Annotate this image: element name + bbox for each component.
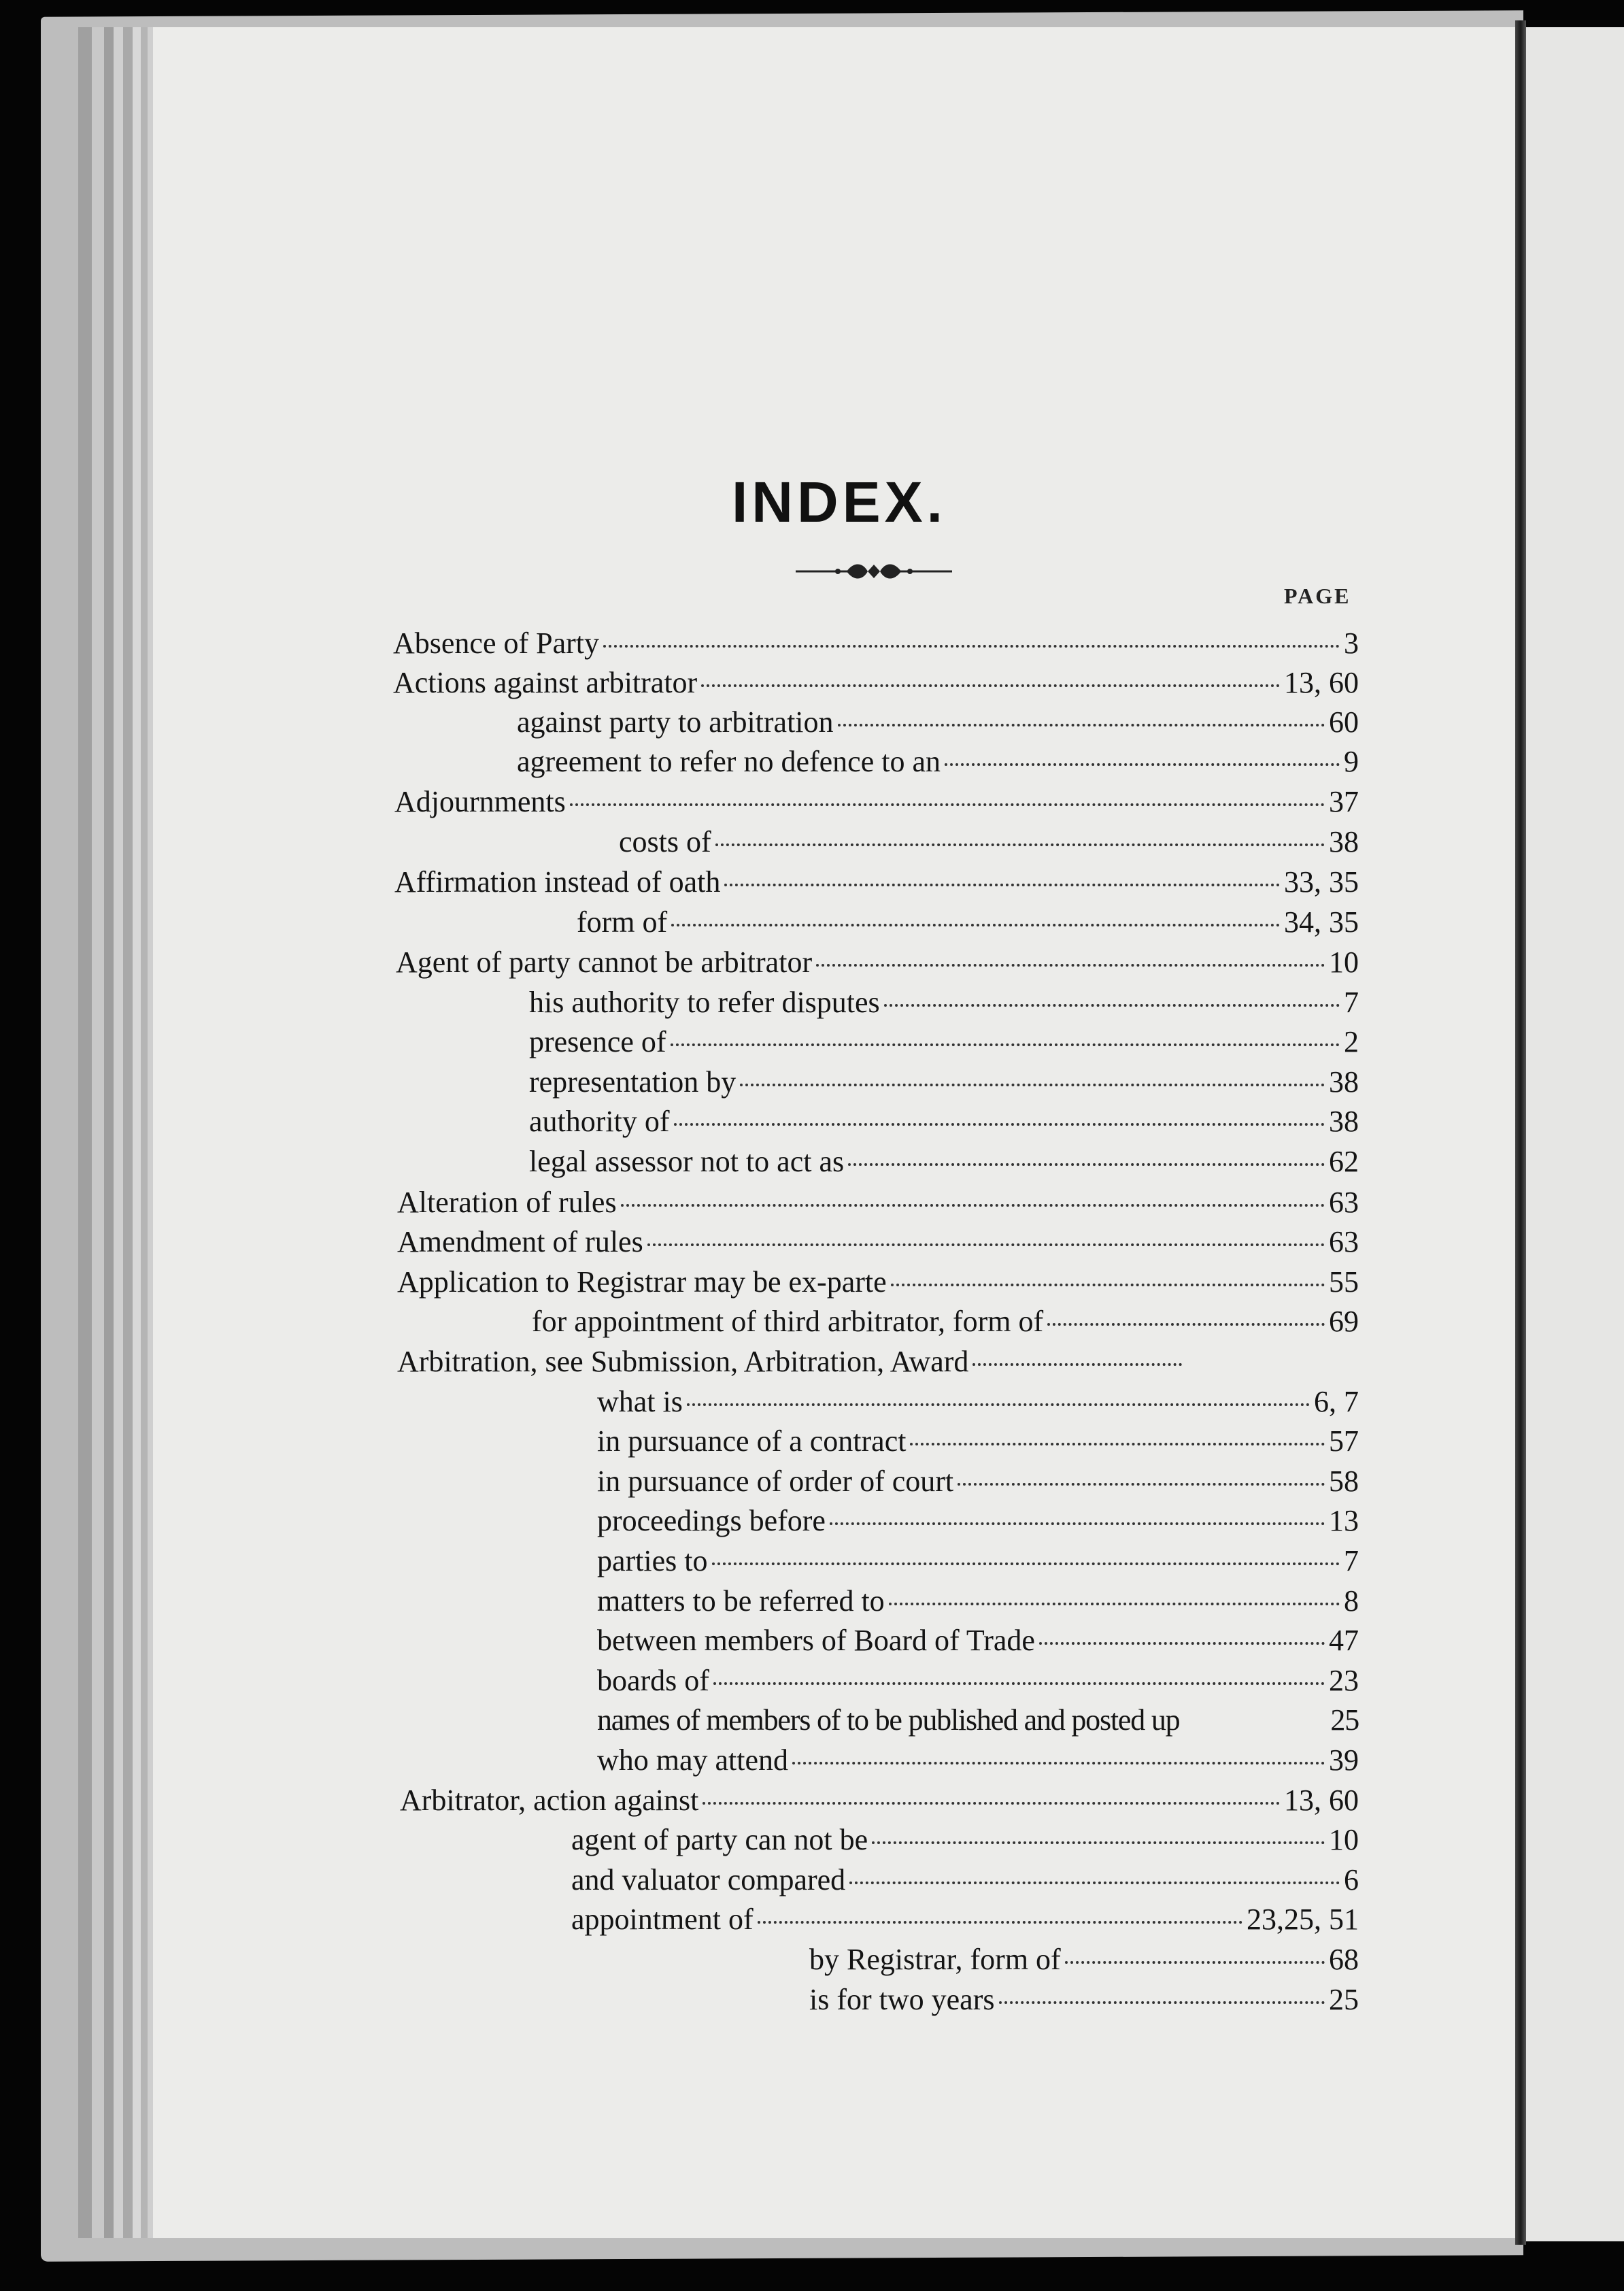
index-entry: proceedings before 13 bbox=[597, 1504, 1359, 1537]
index-entry: Arbitration, see Submission, Arbitration, Award bbox=[397, 1344, 1186, 1382]
index-entry: matters to be referred to 8 bbox=[597, 1584, 1359, 1618]
index-entry: what is 6, 7 bbox=[597, 1385, 1359, 1418]
index-entry: legal assessor not to act as 62 bbox=[529, 1145, 1359, 1178]
index-entry: parties to 7 bbox=[597, 1544, 1359, 1577]
page-column-header: PAGE bbox=[1284, 584, 1351, 608]
index-entry: his authority to refer disputes 7 bbox=[529, 986, 1359, 1019]
index-entry: for appointment of third arbitrator, form of 69 bbox=[532, 1305, 1359, 1338]
index-entry: boards of 23 bbox=[597, 1664, 1359, 1697]
index-entry: Amendment of rules 63 bbox=[397, 1225, 1359, 1258]
index-entry: appointment of 23,25, 51 bbox=[571, 1903, 1359, 1936]
index-entry: costs of 38 bbox=[619, 825, 1359, 858]
index-entry: agreement to refer no defence to an 9 bbox=[517, 745, 1359, 778]
index-entry: Absence of Party 3 bbox=[393, 626, 1359, 660]
page-title: INDEX. bbox=[731, 470, 947, 534]
index-entry: presence of 2 bbox=[529, 1025, 1359, 1058]
index-entry: by Registrar, form of 68 bbox=[809, 1943, 1359, 1976]
index-entry: Actions against arbitrator 13, 60 bbox=[393, 666, 1359, 699]
index-entry: between members of Board of Trade 47 bbox=[597, 1624, 1359, 1657]
index-entry: Alteration of rules 63 bbox=[397, 1186, 1359, 1219]
index-entry: Arbitrator, action against 13, 60 bbox=[400, 1784, 1359, 1817]
index-entry: and valuator compared 6 bbox=[571, 1863, 1359, 1896]
index-entry: who may attend 39 bbox=[597, 1743, 1359, 1777]
index-entry: names of members of to be published and posted up 25 bbox=[597, 1703, 1359, 1737]
index-entry: authority of 38 bbox=[529, 1105, 1359, 1138]
index-entry: Agent of party cannot be arbitrator 10 bbox=[396, 946, 1359, 979]
index-entry: against party to arbitration 60 bbox=[517, 705, 1359, 739]
index-entry: Affirmation instead of oath 33, 35 bbox=[394, 865, 1359, 899]
index-entry: in pursuance of order of court 58 bbox=[597, 1465, 1359, 1498]
index-entry: is for two years 25 bbox=[809, 1983, 1359, 2016]
facing-page-edge bbox=[1526, 27, 1624, 2241]
index-entry: form of 34, 35 bbox=[577, 905, 1359, 939]
index-entry: agent of party can not be 10 bbox=[571, 1823, 1359, 1856]
index-entry: in pursuance of a contract 57 bbox=[597, 1424, 1359, 1458]
book-gutter bbox=[1515, 20, 1526, 2245]
ornament-divider-icon bbox=[796, 559, 952, 584]
index-entry: Adjournments 37 bbox=[394, 785, 1359, 818]
index-entry: representation by 38 bbox=[529, 1065, 1359, 1099]
index-entry: Application to Registrar may be ex-parte 55 bbox=[397, 1265, 1359, 1299]
